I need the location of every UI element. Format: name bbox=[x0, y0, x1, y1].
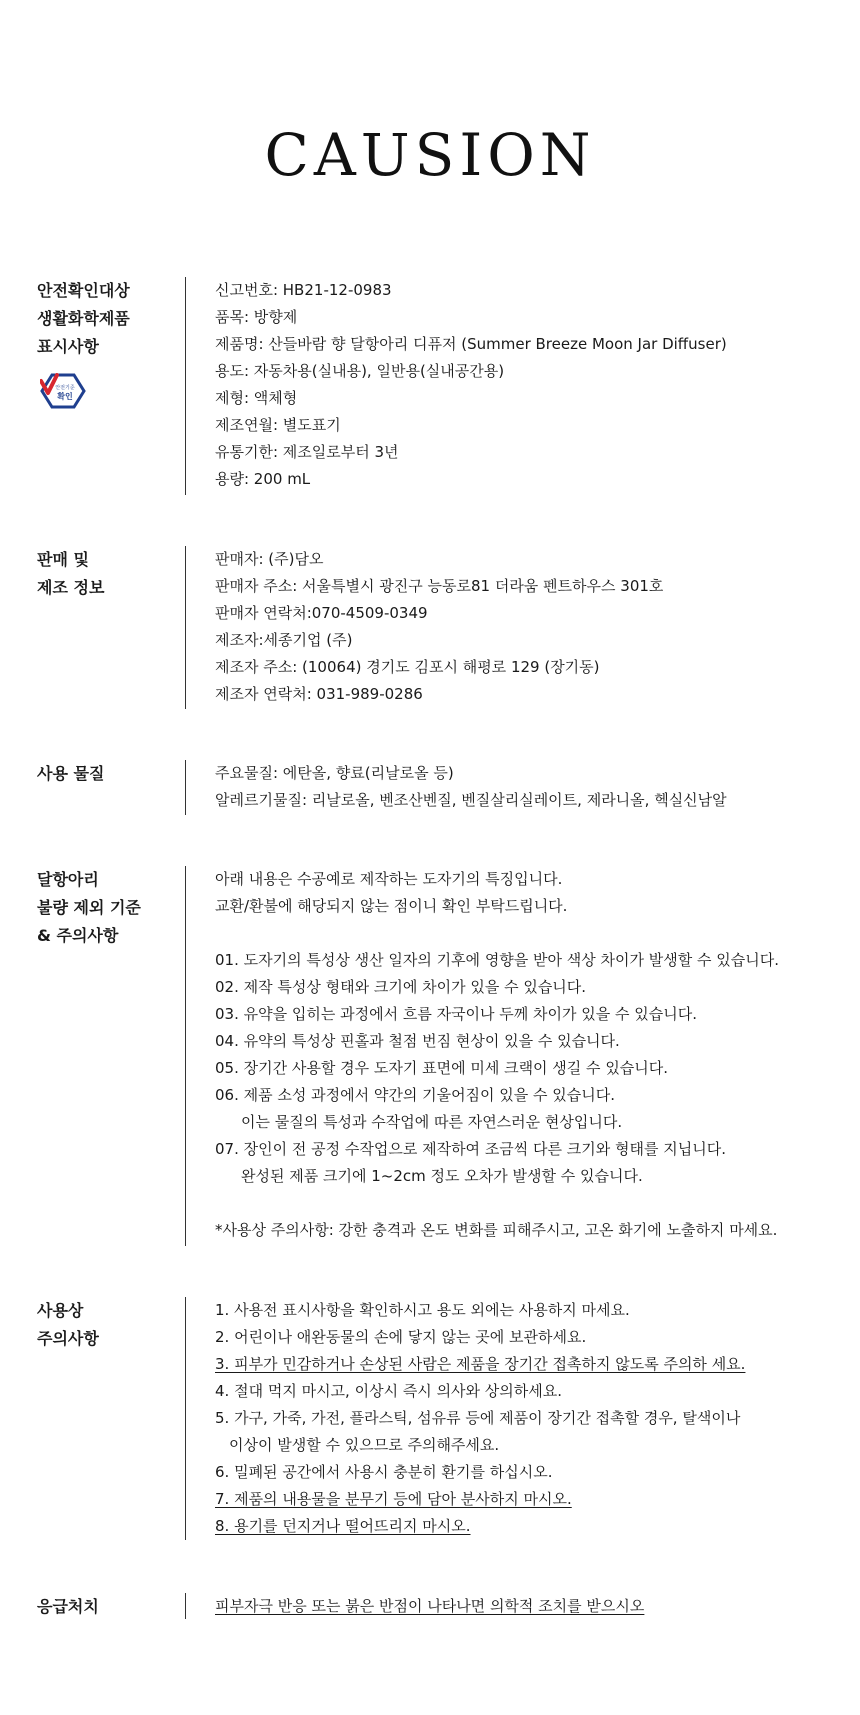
section-label-line: 판매 및 bbox=[37, 550, 89, 569]
section-body bbox=[215, 866, 855, 1244]
caution-item: 1. 사용전 표시사항을 확인하시고 용도 외에는 사용하지 마세요. bbox=[215, 1301, 630, 1319]
caution-item-underlined bbox=[215, 1513, 855, 1540]
caution-item-underlined bbox=[215, 1486, 855, 1513]
caution-item: 2. 어린이나 애완동물의 손에 닿지 않는 곳에 보관하세요. bbox=[215, 1328, 587, 1346]
info-line: 판매자 연락처:070-4509-0349 bbox=[215, 604, 428, 622]
caution-item: 6. 밀폐된 공간에서 사용시 충분히 환기를 하십시오. bbox=[215, 1463, 553, 1481]
brand-title: CAUSION bbox=[264, 121, 596, 189]
section-label bbox=[37, 1593, 177, 1621]
section-body bbox=[215, 1593, 855, 1620]
intro-line: 아래 내용은 수공예로 제작하는 도자기의 특징입니다. bbox=[215, 870, 563, 888]
info-line: 판매자: (주)담오 bbox=[215, 550, 324, 568]
section-body bbox=[215, 1297, 855, 1540]
list-item-continuation: 완성된 제품 크기에 1~2cm 정도 오차가 발생할 수 있습니다. bbox=[241, 1167, 643, 1185]
info-line: 제형: 액체형 bbox=[215, 389, 298, 407]
list-item: 04. 유약의 특성상 핀홀과 철점 번짐 현상이 있을 수 있습니다. bbox=[215, 1032, 620, 1050]
section-label-line: 안전확인대상 bbox=[37, 281, 130, 300]
section-label bbox=[37, 546, 177, 602]
spacer bbox=[215, 1190, 855, 1217]
info-line: 판매자 주소: 서울특별시 광진구 능동로81 더라움 펜트하우스 301호 bbox=[215, 577, 664, 595]
list-item: 02. 제작 특성상 형태와 크기에 차이가 있을 수 있습니다. bbox=[215, 978, 587, 996]
caution-item-underlined bbox=[215, 1351, 855, 1378]
list-item: 07. 장인이 전 공정 수작업으로 제작하여 조금씩 다른 크기와 형태를 지닙니다. bbox=[215, 1140, 727, 1158]
info-line: 알레르기물질: 리날로올, 벤조산벤질, 벤질살리실레이트, 제라니올, 헥실신남알 bbox=[215, 791, 727, 809]
section-divider bbox=[185, 866, 186, 1246]
section-divider bbox=[185, 277, 186, 495]
section-label-line: 불량 제외 기준 bbox=[37, 898, 141, 917]
list-item: 06. 제품 소성 과정에서 약간의 기울어짐이 있을 수 있습니다. bbox=[215, 1086, 616, 1104]
info-line: 신고번호: HB21-12-0983 bbox=[215, 281, 392, 299]
badge-caption: 안전기준 bbox=[55, 385, 75, 391]
section-label bbox=[37, 1297, 177, 1353]
list-item-continuation: 이는 물질의 특성과 수작업에 따른 자연스러운 현상입니다. bbox=[241, 1113, 623, 1131]
list-item: 01. 도자기의 특성상 생산 일자의 기후에 영향을 받아 색상 차이가 발생할 수 있습니다. bbox=[215, 951, 780, 969]
section-label bbox=[37, 277, 177, 361]
section-label-line: 제조 정보 bbox=[37, 578, 105, 597]
first-aid-text-content: 피부자극 반응 또는 붉은 반점이 나타나면 의학적 조치를 받으시오 bbox=[215, 1597, 645, 1615]
usage-note: *사용상 주의사항: 강한 충격과 온도 변화를 피해주시고, 고온 화기에 노출하지 마세요. bbox=[215, 1221, 778, 1239]
info-line: 제조자:세종기업 (주) bbox=[215, 631, 353, 649]
section-divider bbox=[185, 760, 186, 815]
section-divider bbox=[185, 1297, 186, 1540]
badge-title: 확인 bbox=[57, 392, 73, 401]
first-aid-text bbox=[215, 1593, 855, 1620]
section-label-line: 응급처치 bbox=[37, 1597, 99, 1616]
section-label-line: 사용상 bbox=[37, 1301, 84, 1320]
section-label-line: 표시사항 bbox=[37, 337, 99, 356]
info-line: 유통기한: 제조일로부터 3년 bbox=[215, 443, 399, 461]
list-item: 03. 유약을 입히는 과정에서 흐름 자국이나 두께 차이가 있을 수 있습니다. bbox=[215, 1005, 698, 1023]
caution-item-text: 8. 용기를 던지거나 떨어뜨리지 마시오. bbox=[215, 1517, 471, 1535]
caution-item: 4. 절대 먹지 마시고, 이상시 즉시 의사와 상의하세요. bbox=[215, 1382, 563, 1400]
caution-item: 5. 가구, 가죽, 가전, 플라스틱, 섬유류 등에 제품이 장기간 접촉할 경우, 탈색이나 bbox=[215, 1409, 741, 1427]
section-label bbox=[37, 760, 177, 788]
caution-item-text: 3. 피부가 민감하거나 손상된 사람은 제품을 장기간 접촉하지 않도록 주의하 세요. bbox=[215, 1355, 746, 1373]
info-line: 용량: 200 mL bbox=[215, 470, 311, 488]
section-label-line: 생활화학제품 bbox=[37, 309, 130, 328]
section-body bbox=[215, 277, 855, 493]
info-line: 제품명: 산들바람 향 달항아리 디퓨저 (Summer Breeze Moon Jar Diffuser) bbox=[215, 335, 727, 353]
list-item: 05. 장기간 사용할 경우 도자기 표면에 미세 크랙이 생길 수 있습니다. bbox=[215, 1059, 669, 1077]
spacer bbox=[215, 920, 855, 947]
info-line: 제조연월: 별도표기 bbox=[215, 416, 341, 434]
section-label-line: & 주의사항 bbox=[37, 926, 119, 945]
info-line: 주요물질: 에탄올, 향료(리날로올 등) bbox=[215, 764, 454, 782]
section-divider bbox=[185, 546, 186, 709]
info-line: 용도: 자동차용(실내용), 일반용(실내공간용) bbox=[215, 362, 505, 380]
section-label bbox=[37, 866, 177, 950]
section-body bbox=[215, 760, 855, 814]
section-label-line: 사용 물질 bbox=[37, 764, 105, 783]
section-label-line: 주의사항 bbox=[37, 1329, 99, 1348]
section-body bbox=[215, 546, 855, 708]
info-line: 제조자 주소: (10064) 경기도 김포시 해평로 129 (장기동) bbox=[215, 658, 600, 676]
section-label-line: 달항아리 bbox=[37, 870, 99, 889]
caution-item-text: 7. 제품의 내용물을 분무기 등에 담아 분사하지 마시오. bbox=[215, 1490, 572, 1508]
section-divider bbox=[185, 1593, 186, 1619]
info-line: 제조자 연락처: 031-989-0286 bbox=[215, 685, 423, 703]
info-line: 품목: 방향제 bbox=[215, 308, 298, 326]
intro-line: 교환/환불에 해당되지 않는 점이니 확인 부탁드립니다. bbox=[215, 897, 568, 915]
caution-item-continuation: 이상이 발생할 수 있으므로 주의해주세요. bbox=[229, 1436, 500, 1454]
safety-check-badge-icon bbox=[40, 373, 86, 409]
